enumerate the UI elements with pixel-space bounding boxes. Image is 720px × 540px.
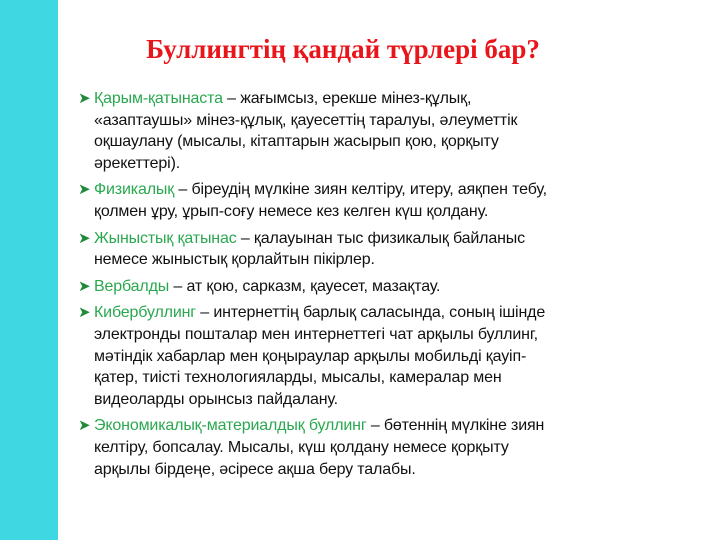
arrow-bullet-icon: ➤: [78, 304, 91, 322]
list-item: [78, 228, 688, 271]
list-item: [78, 88, 688, 174]
item-term: Кибербуллинг: [94, 304, 196, 322]
list-item: [78, 179, 688, 222]
arrow-bullet-icon: ➤: [78, 417, 91, 435]
item-description: – біреудің мүлкіне зиян келтіру, итеру, аяқпен тебу, қолмен ұру, ұрып-соғу немесе кез келген күш қолдану.: [94, 181, 547, 220]
item-description: – қалауынан тыс физикалық байланыс немесе жыныстық қорлайтын пікірлер.: [94, 229, 525, 269]
arrow-bullet-icon: ➤: [78, 229, 91, 247]
bullying-types-list: [78, 88, 688, 485]
arrow-bullet-icon: ➤: [78, 181, 91, 199]
item-term: Қарым-қатынаста: [94, 90, 223, 107]
item-description: – жағымсыз, ерекше мінез-құлық, «азаптаушы» мінез-құлық, қауесеттің таралуы, әлеуметтік оқшаулану (мысалы, кітаптарын жасырып қою, қорқыту әрекеттері).: [94, 90, 518, 172]
arrow-bullet-icon: ➤: [78, 277, 91, 295]
item-description: – бөтеннің мүлкіне зиян келтіру, бопсалау. Мысалы, күш қолдану немесе қорқыту арқылы бірдеңе, әсіресе ақша беру талабы.: [94, 417, 545, 478]
list-item: [78, 415, 688, 480]
list-item: [78, 276, 688, 298]
list-item: [78, 302, 688, 410]
item-term: Физикалық: [94, 181, 175, 199]
slide-title: Буллингтің қандай түрлері бар?: [146, 34, 540, 64]
item-description: – ат қою, сарказм, қауесет, мазақтау.: [169, 277, 441, 295]
item-term: Вербалды: [94, 277, 170, 295]
item-term: Экономикалық-материалдық буллинг: [94, 417, 367, 435]
item-description: – интернеттің барлық саласында, соның ішінде электронды пошталар мен интернеттегі чат арқылы буллинг, мәтіндік хабарлар мен қоңыраулар арқылы мобильді қауіп- қатер, тиісті технологияларды, мысалы, камералар мен видеоларды орынсыз пайдалану.: [94, 304, 546, 408]
item-term: Жыныстық қатынас: [94, 229, 237, 247]
arrow-bullet-icon: ➤: [78, 90, 91, 107]
sidebar-accent-bar: [0, 0, 58, 540]
